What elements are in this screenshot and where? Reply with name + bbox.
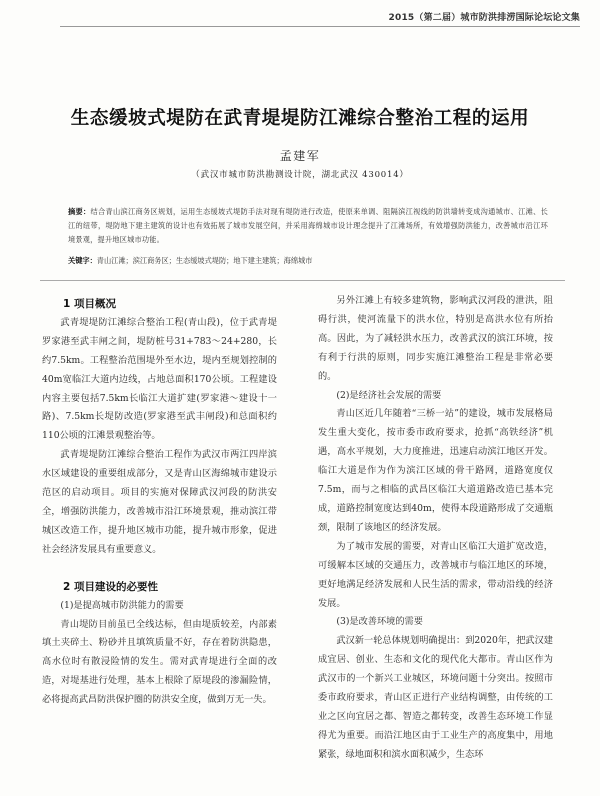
author-name: 孟建军 [279, 149, 321, 163]
author-affiliation: （武汉市城市防洪勘测设计院，湖北武汉 430014） [191, 170, 409, 180]
abstract-label: 摘要： [68, 207, 91, 216]
right-column [318, 292, 553, 765]
subheading: (3)是改善环境的需要 [336, 616, 423, 628]
abstract-divider [40, 280, 565, 281]
running-header: 2015（第二届）城市防洪排涝国际论坛论文集 [388, 13, 580, 23]
paragraph: 另外江滩上有较多建筑物，影响武汉河段的泄洪，阻碍行洪，使河流量下的洪水位，特别是高洪水位有所抬高。因此，为了减轻洪水压力，改善武汉的滨江环境，按有利于行洪的原则，同步实施江滩整治工程是非常必要的。 [318, 295, 553, 382]
keywords [68, 255, 548, 267]
section-heading-necessity: 2 项目建设的必要性 [63, 580, 158, 593]
section-heading-overview: 1 项目概况 [63, 298, 116, 310]
keywords-text: 青山江滩；滨江商务区；生态缓坡式堤防；地下建主建筑；海绵城市 [96, 256, 313, 265]
keywords-label: 关键字： [68, 256, 97, 265]
paragraph: 青山区近几年随着“三桥一站”的建设，城市发展格局发生重大变化，按市委市政府要求，抢抓“高铁经济”机遇，高水平规划，大力度推进，迅速启动滨江地区开发。临江大道是作为作为滨江区域的骨干路网，道路宽度仅7.5m，而与之相临的武昌区临江大道道路改造已基本完成，道路控制宽度达到40m，使得本段道路形成了交通瓶颈，限制了该地区的经济发展。 [318, 408, 553, 533]
paragraph: 为了城市发展的需要，对青山区临江大道扩宽改造，可缓解本区域的交通压力，改善城市与临江地区的环境，更好地满足经济发展和人民生活的需求，带动沿线的经济发展。 [318, 540, 553, 609]
abstract-text: 结合青山滨江商务区规划，运用生态缓坡式堤防手法对现有堤防进行改造，使原来单调、阻隔滨江视线的防洪墙转变成沟通城市、江滩、长江的纽带，堤防地下建主建筑的设计也有效拓展了城市发展空间，并采用海绵城市设计理念提升了江滩场所，有效增强防洪能力，改善城市沿江环境景观，提升地区城市功能。 [68, 207, 548, 244]
paragraph: 青山堤防目前虽已全线达标，但由堤质较差，内部素填土夹碎土、粉砂并且填筑质量不好，存在着防洪隐患，高水位时有散浸险情的发生。需对武青堤进行全面的改造，对堤基进行处理，基本上根除了原堤段的渗漏险情，必将提高武昌防洪保护圈的防洪安全度，做到万无一失。 [42, 618, 277, 706]
subheading: (1)是提高城市防洪能力的需要 [60, 599, 184, 611]
left-column [42, 295, 277, 710]
abstract [68, 205, 548, 247]
subheading: (2)是经济社会发展的需要 [336, 389, 442, 401]
paragraph: 武青堤堤防江滩综合整治工程(青山段)，位于武青堤罗家港至武丰闸之间，堤防桩号31+783～24+280，长约7.5km。工程整治范围堤外至水边，堤内至规划控制的40m宽临江大道内边线，占地总面积170公顷。工程建设内容主要包括7.5km长临江大道扩建(罗家港～建设十一路)、7.5km长堤防改造(罗家港至武丰闸段)和总面积约110公顷的江滩景观整治等。 [42, 316, 277, 442]
paper-title: 生态缓坡式堤防在武青堤堤防江滩综合整治工程的运用 [70, 108, 530, 129]
paragraph: 武汉新一轮总体规划明确提出：到2020年，把武汉建成宜居、创业、生态和文化的现代化大都市。青山区作为武汉市的一个新兴工业城区，环境问题十分突出。按照市委市政府要求，青山区正进行产业结构调整，由传统的工业之区向宜居之都、智造之都转变，改善生态环境工作显得尤为重要。而沿江地区由于工业生产的高度集中，用地紧张，绿地面积和滨水面积减少，生态环 [318, 635, 553, 760]
header-rule [60, 26, 580, 27]
paragraph: 武青堤堤防江滩综合整治工程作为武汉市两江四岸滨水区域建设的重要组成部分，又是青山区海绵城市建设示范区的启动项目。项目的实施对保障武汉河段的防洪安全，增强防洪能力，改善城市沿江环境景观，推动滨江带城区改造工作，提升地区城市功能，提升城市形象，促进社会经济发展具有重要意义。 [42, 449, 277, 555]
